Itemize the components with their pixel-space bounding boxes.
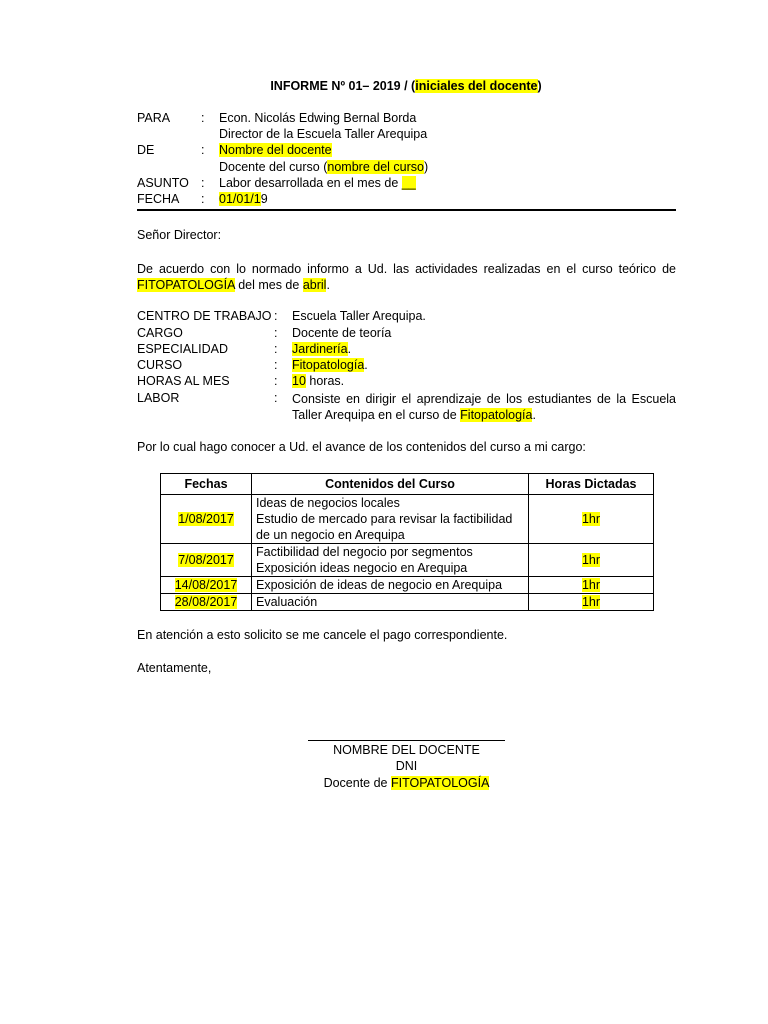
table-row xyxy=(161,544,654,577)
signature-line xyxy=(308,740,505,741)
teacher-initials-placeholder: iniciales del docente xyxy=(415,79,538,93)
farewell: Atentamente, xyxy=(137,661,212,675)
fecha-label: FECHA xyxy=(137,192,180,206)
greeting: Señor Director: xyxy=(137,228,222,242)
table-row xyxy=(161,594,654,611)
para-value: Econ. Nicolás Edwing Bernal Borda xyxy=(219,111,417,125)
row-date: 14/08/2017 xyxy=(174,578,238,592)
row-hours: 1hr xyxy=(581,512,601,526)
table-row xyxy=(161,495,654,544)
row-hours: 1hr xyxy=(581,553,601,567)
row-content: Estudio de mercado para revisar la factibilidad de un negocio en Arequipa xyxy=(256,512,513,542)
row-date: 1/08/2017 xyxy=(178,512,234,526)
table-intro: Por lo cual hago conocer a Ud. el avance de los contenidos del curso a mi cargo: xyxy=(137,440,586,454)
document-page: INFORME Nº 01– 2019 / (iniciales del docente) PARA : Econ. Nicolás Edwing Bernal Borda Director de la Escuela Taller Arequipa DE : Nombre del docente Docente del curso (nombre del curso) ASUNTO : Labor desarrollada en el mes de __ FECHA : 01/01/19 Señor Director: De acuerdo con lo normado informo a Ud. las actividades realizadas en el curso teórico de FITOPATOLOGÍA del mes de abril. CENTRO DE TRABAJO : Escuela Taller Arequipa. CARGO : Docente de teoría ESPECIALIDAD : Jardinería. CURSO : Fitopatología. HORAS AL MES : 10 horas. LABOR : Consiste en dirigir el aprendizaje de los estudiantes de la Escuela Taller Arequipa en el curso de Fitopatología. Por lo cual hago conocer a Ud. el avance de los contenidos del curso a mi cargo: Fechas Contenidos del Curso Horas Dictadas 1/08/2017 Ideas de negocios locales Estudio de mercado para revisar la factibilidad de un negocio en Arequipa 1hr 7/08/2017 Factibilidad del negocio por segmentos Exposición ideas negocio en Arequipa 1hr 14/08/2017 Exposición de ideas de negocio en Arequipa 1hr 28/08/2017 Evaluación 1hr En atención a esto solicito se me cancele el pago correspondiente. Atentamente, NOMBRE DEL DOCENTE DNI Docente de FITOPATOLOGÍA xyxy=(0,0,768,1024)
para-value-2: Director de la Escuela Taller Arequipa xyxy=(219,127,428,141)
asunto-label: ASUNTO xyxy=(137,176,189,190)
row-content: Exposición ideas negocio en Arequipa xyxy=(256,561,468,575)
de-value-2: Docente del curso (nombre del curso) xyxy=(219,160,429,174)
month-blank: __ xyxy=(401,176,416,190)
de-label: DE xyxy=(137,143,155,157)
course-name-placeholder: nombre del curso xyxy=(327,160,424,174)
row-hours: 1hr xyxy=(581,578,601,592)
para-label: PARA xyxy=(137,111,171,125)
row-content: Factibilidad del negocio por segmentos xyxy=(256,545,473,559)
fecha-value: 01/01/19 xyxy=(219,192,268,206)
header-fechas: Fechas xyxy=(161,474,252,495)
signature-role: Docente de FITOPATOLOGÍA xyxy=(323,776,490,790)
report-title: INFORME Nº 01– 2019 / (iniciales del docente) xyxy=(270,79,542,93)
row-content: Evaluación xyxy=(256,595,318,609)
row-hours: 1hr xyxy=(581,595,601,609)
table-header-row xyxy=(161,474,654,495)
intro-paragraph: De acuerdo con lo normado informo a Ud. las actividades realizadas en el curso teórico de FITOPATOLOGÍA del mes de abril. xyxy=(137,262,676,292)
table-row xyxy=(161,577,654,594)
asunto-value: Labor desarrollada en el mes de __ xyxy=(219,176,416,190)
signature-dni: DNI xyxy=(395,759,418,773)
teacher-name-placeholder: Nombre del docente xyxy=(219,143,332,157)
header-contenidos: Contenidos del Curso xyxy=(252,474,529,495)
header-horas: Horas Dictadas xyxy=(529,474,654,495)
row-content: Ideas de negocios locales xyxy=(256,496,400,510)
header-divider xyxy=(137,209,676,211)
row-date: 28/08/2017 xyxy=(174,595,238,609)
closing-request: En atención a esto solicito se me cancele el pago correspondiente. xyxy=(137,628,508,642)
row-date: 7/08/2017 xyxy=(178,553,234,567)
row-content: Exposición de ideas de negocio en Arequipa xyxy=(256,578,503,592)
labor-value: Consiste en dirigir el aprendizaje de los estudiantes de la Escuela Taller Arequipa en el curso de Fitopatología. xyxy=(292,392,676,422)
signature-name: NOMBRE DEL DOCENTE xyxy=(333,743,480,757)
course-progress-table xyxy=(160,473,654,611)
